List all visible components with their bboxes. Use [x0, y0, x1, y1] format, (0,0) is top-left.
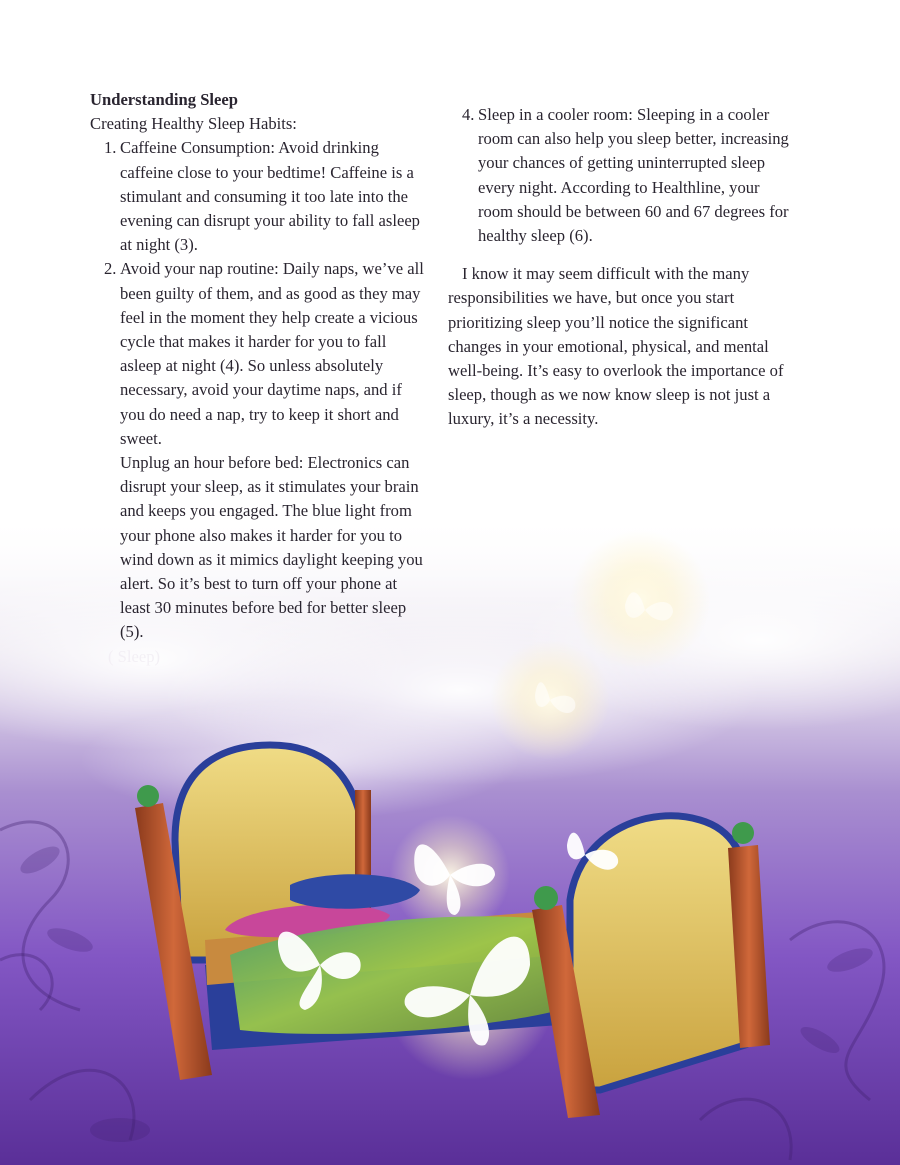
faint-caption: ( Sleep) — [108, 646, 161, 666]
list-number: 4. — [462, 105, 475, 124]
right-column — [448, 103, 793, 432]
habits-list — [90, 136, 428, 451]
list-item — [90, 257, 428, 451]
habits-list-continued — [448, 103, 793, 248]
list-number: 2. — [104, 259, 117, 279]
closing-paragraph: I know it may seem difficult with the many responsibilities we have, but once you start prioritizing sleep you’ll notice the significant changes in your emotional, physical, and mental well-being. It’s easy to overlook the importance of sleep, though as we now know sleep is not just a luxury, it’s a necessity. — [448, 264, 784, 429]
list-item-text: Sleep in a cooler room: Sleeping in a cooler room can also help you sleep better, increasing your chances of getting uninterrupted sleep every night. According to Healthline, your room should be between 60 and 67 degrees for healthy sleep (6). — [478, 105, 789, 246]
list-item-text: Caffeine Consumption: Avoid drinking caffeine close to your bedtime! Caffeine is a stimulant and consuming it too late into the evening can disrupt your ability to fall asleep at night (3). — [120, 138, 420, 255]
list-item — [90, 136, 428, 257]
list-item-text: Avoid your nap routine: Daily naps, we’ve all been guilty of them, and as good as they may feel in the moment they help create a vicious cycle that makes it harder for you to fall asleep at night (4). So unless absolutely necessary, avoid your daytime naps, and if you do need a nap, try to keep it short and sweet. — [120, 259, 424, 448]
left-column — [90, 88, 428, 669]
section-heading: Understanding Sleep — [90, 90, 238, 109]
section-subheading: Creating Healthy Sleep Habits: — [90, 114, 297, 134]
list-number: 1. — [104, 138, 117, 158]
list-item — [448, 103, 793, 248]
unplug-paragraph: Unplug an hour before bed: Electronics can disrupt your sleep, as it stimulates your brain and keeps you engaged. The blue light from your phone also makes it harder for you to wind down as it mimics daylight keeping you alert. So it’s best to turn off your phone at least 30 minutes before bed for better sleep (5). — [120, 453, 423, 642]
